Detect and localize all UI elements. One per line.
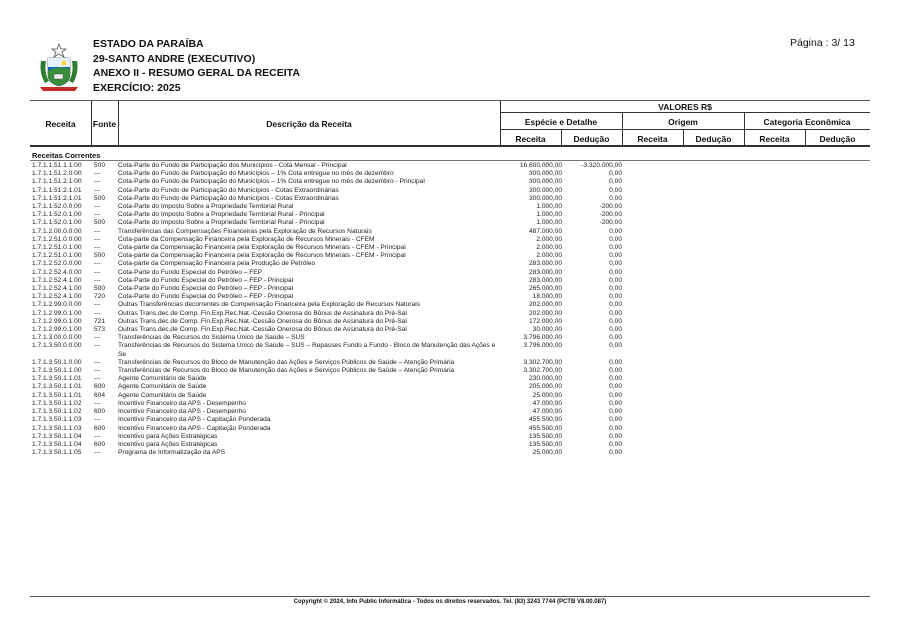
row-code: 1.7.1.2.51.0.1.00	[32, 252, 82, 260]
row-fonte: 500	[94, 285, 106, 293]
row-code: 1.7.1.3.50.1.1.03	[32, 424, 82, 432]
row-fonte: 600	[94, 424, 106, 432]
row-code: 1.7.1.1.51.2.1.01	[32, 186, 82, 194]
table-row	[32, 383, 632, 391]
row-fonte: ---	[94, 367, 101, 375]
table-row	[32, 236, 632, 244]
row-receita: 1.000,00	[536, 219, 562, 227]
row-code: 1.7.1.1.52.0.1.00	[32, 219, 82, 227]
row-fonte: 573	[94, 326, 106, 334]
row-fonte: 600	[94, 408, 106, 416]
row-deducao: 0,00	[609, 194, 622, 202]
state-name: ESTADO DA PARAÍBA	[93, 38, 204, 50]
row-code: 1.7.1.2.51.0.1.00	[32, 244, 82, 252]
row-receita: 3.796.000,00	[523, 342, 562, 350]
section-title: Receitas Correntes	[32, 151, 101, 160]
group-origem-header: Origem	[668, 117, 698, 127]
row-fonte: ---	[94, 358, 101, 366]
table-row	[32, 367, 632, 375]
row-receita: 172.000,00	[528, 317, 562, 325]
valores-header: VALORES R$	[658, 102, 712, 112]
row-receita: 487.000,00	[528, 227, 562, 235]
row-receita: 300.000,00	[528, 170, 562, 178]
row-fonte: ---	[94, 334, 101, 342]
especie-receita-header: Receita	[515, 134, 546, 144]
table-row	[32, 318, 632, 326]
row-deducao: -3.320.000,00	[581, 162, 622, 169]
origem-receita-header: Receita	[637, 134, 668, 144]
row-deducao: 0,00	[609, 309, 622, 317]
fiscal-year: EXERCÍCIO: 2025	[93, 81, 181, 94]
row-fonte: 500	[94, 162, 106, 169]
row-fonte: ---	[94, 399, 101, 407]
table-row	[32, 170, 632, 178]
row-code: 1.7.1.3.50.1.1.01	[32, 375, 82, 383]
row-description: Cota-Parte do Fundo de Participação do Municípios – 1% Cota entregue no mês de dezembro - Principal	[118, 178, 425, 186]
revenue-table-body	[32, 162, 632, 457]
table-row	[32, 178, 632, 186]
row-code: 1.7.1.3.50.1.1.05	[32, 449, 82, 457]
table-row	[32, 392, 632, 400]
row-deducao: -200,00	[599, 211, 622, 219]
row-fonte: ---	[94, 276, 101, 284]
row-deducao: 0,00	[609, 440, 622, 448]
categoria-receita-header: Receita	[759, 134, 790, 144]
row-description: Cota-Parte do Imposto Sobre a Propriedade Territorial Rural	[118, 203, 294, 211]
row-code: 1.7.1.3.50.1.1.02	[32, 408, 82, 416]
row-deducao: 0,00	[609, 399, 622, 407]
row-receita: 2.000,00	[536, 244, 562, 252]
row-description: Transferências de Recursos do Bloco de Manutenção das Ações e Serviços Públicos de Saúde – Atenção Primária	[118, 367, 455, 375]
annex-title: ANEXO II - RESUMO GERAL DA RECEITA	[93, 67, 300, 79]
entity-name: 29-SANTO ANDRE (EXECUTIVO)	[93, 52, 256, 65]
section-divider	[30, 160, 870, 161]
table-header	[30, 100, 870, 147]
row-deducao: 0,00	[609, 383, 622, 391]
row-description: Incentivo para Ações Estratégicas	[118, 432, 218, 440]
row-description: Outras Trans.dec.de Comp. Fin.Exp.Rec.Nat.-Cessão Onerosa do Bônus de Assinatura do Pré-Sal	[118, 326, 407, 334]
row-fonte: ---	[94, 342, 101, 350]
row-fonte: ---	[94, 309, 101, 317]
table-row	[32, 425, 632, 433]
row-receita: 202.000,00	[528, 309, 562, 317]
row-code: 1.7.1.2.52.4.1.00	[32, 293, 82, 301]
especie-deducao-header: Dedução	[573, 134, 610, 144]
row-description: Agente Comunitário de Saúde	[118, 383, 207, 391]
row-fonte: ---	[94, 260, 101, 268]
table-row	[32, 195, 632, 203]
row-code: 1.7.1.3.50.1.1.02	[32, 399, 82, 407]
table-row	[32, 408, 632, 416]
row-receita: 3.302.700,00	[523, 367, 562, 375]
table-row	[32, 449, 632, 457]
row-receita: 47.000,00	[532, 399, 562, 407]
row-fonte: 600	[94, 440, 106, 448]
row-description: Agente Comunitário de Saúde	[118, 375, 207, 383]
row-deducao: 0,00	[609, 293, 622, 301]
row-description: Incentivo Financeiro da APS - Capitação Ponderada	[118, 424, 271, 432]
row-description: Outras Trans.dec.de Comp. Fin.Exp.Rec.Nat.-Cessão Onerosa do Bônus de Assinatura do Pré-Sal	[118, 309, 407, 317]
row-code: 1.7.1.2.52.4.1.00	[32, 276, 82, 284]
page-number: Página : 3/ 13	[790, 37, 855, 49]
row-receita: 30.000,00	[532, 326, 562, 334]
row-deducao: 0,00	[609, 326, 622, 334]
categoria-deducao-header: Dedução	[819, 134, 856, 144]
row-receita: 25.000,00	[532, 391, 562, 399]
table-row	[32, 219, 632, 227]
row-receita: 135.500,00	[528, 432, 562, 440]
table-row	[32, 293, 632, 301]
row-code: 1.7.1.2.52.4.1.00	[32, 285, 82, 293]
row-fonte: 604	[94, 391, 106, 399]
table-row	[32, 416, 632, 424]
row-receita: 230.000,00	[528, 375, 562, 383]
row-description: Cota-Parte do Fundo de Participação dos Municípios - Cota Mensal - Principal	[118, 162, 347, 169]
row-code: 1.7.1.2.52.0.0.00	[32, 260, 82, 268]
paraiba-coat-of-arms-icon	[37, 43, 81, 95]
row-description: Cota-Parte do Fundo de Participação do Municípios – 1% Cota entregue no mês de dezembro	[118, 170, 394, 178]
group-categoria-header: Categoria Econômica	[763, 117, 851, 127]
row-fonte: ---	[94, 432, 101, 440]
row-code: 1.7.1.2.51.0.0.00	[32, 235, 82, 243]
row-code: 1.7.1.2.99.0.1.00	[32, 309, 82, 317]
table-row	[32, 252, 632, 260]
row-description: Outras Transferências decorrentes de Compensação Financeira pela Exploração de Recursos Naturais	[118, 301, 421, 309]
row-deducao: -200,00	[599, 219, 622, 227]
row-fonte: ---	[94, 375, 101, 383]
table-row	[32, 211, 632, 219]
row-description: Programa de Informatização da APS	[118, 449, 226, 457]
row-code: 1.7.1.3.50.1.1.00	[32, 367, 82, 375]
report-title-block	[93, 37, 300, 95]
table-row	[32, 203, 632, 211]
row-code: 1.7.1.3.50.1.0.00	[32, 358, 82, 366]
row-description: Cota-parte da Compensação Financeira pela Exploração de Recursos Minerais - CFEM - Principal	[118, 252, 406, 260]
row-code: 1.7.1.1.51.2.1.01	[32, 194, 82, 202]
table-row	[32, 162, 632, 170]
row-fonte: 720	[94, 293, 106, 301]
row-code: 1.7.1.3.50.1.1.04	[32, 432, 82, 440]
copyright-footer: Copyright © 2024, Info Public Informática - Todos os direitos reservados. Tel. (83) 3243 7744 (PCTB V8.00.087)	[293, 599, 607, 605]
row-fonte: ---	[94, 301, 101, 309]
table-row	[32, 285, 632, 293]
row-deducao: 0,00	[609, 285, 622, 293]
row-fonte: ---	[94, 178, 101, 186]
row-receita: 455.500,00	[528, 416, 562, 424]
table-row	[32, 277, 632, 285]
row-deducao: 0,00	[609, 170, 622, 178]
row-code: 1.7.1.3.50.1.1.03	[32, 416, 82, 424]
row-receita: 283.000,00	[528, 268, 562, 276]
row-deducao: 0,00	[609, 367, 622, 375]
row-receita: 283.000,00	[528, 260, 562, 268]
row-deducao: 0,00	[609, 301, 622, 309]
row-deducao: 0,00	[609, 178, 622, 186]
row-fonte: 500	[94, 219, 106, 227]
row-code: 1.7.1.2.52.4.0.00	[32, 268, 82, 276]
row-fonte: ---	[94, 268, 101, 276]
table-row	[32, 433, 632, 441]
row-fonte: 500	[94, 252, 106, 260]
row-description: Cota-Parte do Fundo Especial do Petróleo – FEP - Principal	[118, 285, 294, 293]
row-description: Transferências de Recursos do Bloco de Manutenção das Ações e Serviços Públicos de Saúde – Atenção Primária	[118, 358, 455, 366]
row-description: Incentivo Financeiro da APS - Capitação Ponderada	[118, 416, 271, 424]
row-code: 1.7.1.2.99.0.1.00	[32, 317, 82, 325]
table-row	[32, 359, 632, 367]
row-deducao: 0,00	[609, 276, 622, 284]
row-code: 1.7.1.3.50.1.1.01	[32, 391, 82, 399]
row-receita: 300.000,00	[528, 194, 562, 202]
row-description: Cota-Parte do Fundo de Participação do Municípios - Cotas Extraordinárias	[118, 186, 339, 194]
row-deducao: 0,00	[609, 244, 622, 252]
row-receita: 205.000,00	[528, 383, 562, 391]
table-row	[32, 342, 632, 358]
col-descricao-header: Descrição da Receita	[266, 119, 352, 129]
table-row	[32, 244, 632, 252]
row-fonte: 721	[94, 317, 106, 325]
row-fonte: ---	[94, 186, 101, 194]
row-deducao: 0,00	[609, 416, 622, 424]
row-receita: 2.000,00	[536, 235, 562, 243]
row-receita: 300.000,00	[528, 178, 562, 186]
row-fonte: 500	[94, 194, 106, 202]
row-description: Cota-Parte do Imposto Sobre a Propriedade Territorial Rural - Principal	[118, 219, 325, 227]
table-row	[32, 400, 632, 408]
row-fonte: ---	[94, 449, 101, 457]
row-code: 1.7.1.3.50.1.1.01	[32, 383, 82, 391]
row-code: 1.7.1.1.51.1.1.00	[32, 162, 82, 169]
row-code: 1.7.1.1.51.2.1.00	[32, 178, 82, 186]
row-receita: 202.000,00	[528, 301, 562, 309]
row-fonte: ---	[94, 203, 101, 211]
row-deducao: 0,00	[609, 449, 622, 457]
row-fonte: 600	[94, 383, 106, 391]
table-row	[32, 375, 632, 383]
row-description: Cota-Parte do Fundo Especial do Petróleo – FEP	[118, 268, 263, 276]
row-deducao: 0,00	[609, 375, 622, 383]
row-description: Cota-Parte do Imposto Sobre a Propriedade Territorial Rural - Principal	[118, 211, 325, 219]
row-receita: 18.000,00	[532, 293, 562, 301]
row-code: 1.7.1.2.00.0.0.00	[32, 227, 82, 235]
row-fonte: ---	[94, 244, 101, 252]
table-row	[32, 301, 632, 309]
row-description: Cota-Parte do Fundo Especial do Petróleo – FEP - Principal	[118, 276, 294, 284]
row-receita: 1.000,00	[536, 203, 562, 211]
row-description: Incentivo Financeiro da APS - Desempenho	[118, 399, 246, 407]
row-description: Cota-Parte do Fundo Especial do Petróleo – FEP - Principal	[118, 293, 294, 301]
row-description: Incentivo Financeiro da APS - Desempenho	[118, 408, 246, 416]
row-receita: 283.000,00	[528, 276, 562, 284]
row-description: Cota-parte da Compensação Financeira pela Produção de Petróleo	[118, 260, 316, 268]
col-fonte-header: Fonte	[92, 119, 117, 129]
row-deducao: 0,00	[609, 227, 622, 235]
row-deducao: 0,00	[609, 358, 622, 366]
row-deducao: 0,00	[609, 432, 622, 440]
row-receita: 2.000,00	[536, 252, 562, 260]
table-row	[32, 260, 632, 268]
row-code: 1.7.1.1.52.0.1.00	[32, 211, 82, 219]
row-deducao: 0,00	[609, 260, 622, 268]
row-deducao: 0,00	[609, 317, 622, 325]
row-description: Cota-Parte do Fundo de Participação do Municípios - Cotas Extraordinárias	[118, 194, 339, 202]
row-code: 1.7.1.2.99.0.0.00	[32, 301, 82, 309]
row-receita: 300.000,00	[528, 186, 562, 194]
table-row	[32, 310, 632, 318]
row-deducao: 0,00	[609, 408, 622, 416]
col-receita-header: Receita	[45, 119, 76, 129]
row-receita: 25.000,00	[532, 449, 562, 457]
row-deducao: 0,00	[609, 252, 622, 260]
row-fonte: ---	[94, 227, 101, 235]
row-description: Transferências de Recursos do Sistema Único de Saúde – SUS	[118, 334, 305, 342]
row-deducao: -200,00	[599, 203, 622, 211]
row-description: Agente Comunitário de Saúde	[118, 391, 207, 399]
origem-deducao-header: Dedução	[695, 134, 732, 144]
row-fonte: ---	[94, 211, 101, 219]
table-row	[32, 441, 632, 449]
row-fonte: ---	[94, 170, 101, 178]
row-receita: 3.796.000,00	[523, 334, 562, 342]
row-deducao: 0,00	[609, 268, 622, 276]
row-code: 1.7.1.1.51.2.0.00	[32, 170, 82, 178]
row-receita: 16.600.000,00	[519, 162, 562, 169]
row-description: Incentivo para Ações Estratégicas	[118, 440, 218, 448]
row-deducao: 0,00	[609, 391, 622, 399]
row-code: 1.7.1.2.99.0.1.00	[32, 326, 82, 334]
row-receita: 455.500,00	[528, 424, 562, 432]
row-description: Cota-parte da Compensação Financeira pela Exploração de Recursos Minerais - CFEM	[118, 235, 375, 243]
row-deducao: 0,00	[609, 186, 622, 194]
row-receita: 47.000,00	[532, 408, 562, 416]
row-deducao: 0,00	[609, 334, 622, 342]
group-especie-header: Espécie e Detalhe	[524, 117, 598, 127]
row-code: 1.7.1.3.50.1.1.04	[32, 440, 82, 448]
row-code: 1.7.1.3.50.0.0.00	[32, 342, 82, 350]
row-deducao: 0,00	[609, 342, 622, 350]
row-description: Cota-parte da Compensação Financeira pela Exploração de Recursos Minerais - CFEM - Principal	[118, 244, 406, 252]
row-receita: 3.302.700,00	[523, 358, 562, 366]
row-receita: 135.500,00	[528, 440, 562, 448]
row-fonte: ---	[94, 416, 101, 424]
row-deducao: 0,00	[609, 424, 622, 432]
row-code: 1.7.1.3.00.0.0.00	[32, 334, 82, 342]
row-description: Outras Trans.dec.de Comp. Fin.Exp.Rec.Nat.-Cessão Onerosa do Bônus de Assinatura do Pré-Sal	[118, 317, 407, 325]
table-row	[32, 228, 632, 236]
row-fonte: ---	[94, 235, 101, 243]
row-receita: 265.000,00	[528, 285, 562, 293]
row-deducao: 0,00	[609, 235, 622, 243]
row-code: 1.7.1.1.52.0.0.00	[32, 203, 82, 211]
row-description: Transferências das Compensações Financeiras pela Exploração de Recursos Naturais	[118, 227, 372, 235]
table-row	[32, 269, 632, 277]
row-description: Transferências de Recursos do Sistema Único de Saúde – SUS – Repasses Fundo a Fundo - Bloco de Manutenção das Ações e Se	[118, 342, 496, 358]
footer-divider	[30, 596, 870, 597]
table-row	[32, 187, 632, 195]
row-receita: 1.000,00	[536, 211, 562, 219]
